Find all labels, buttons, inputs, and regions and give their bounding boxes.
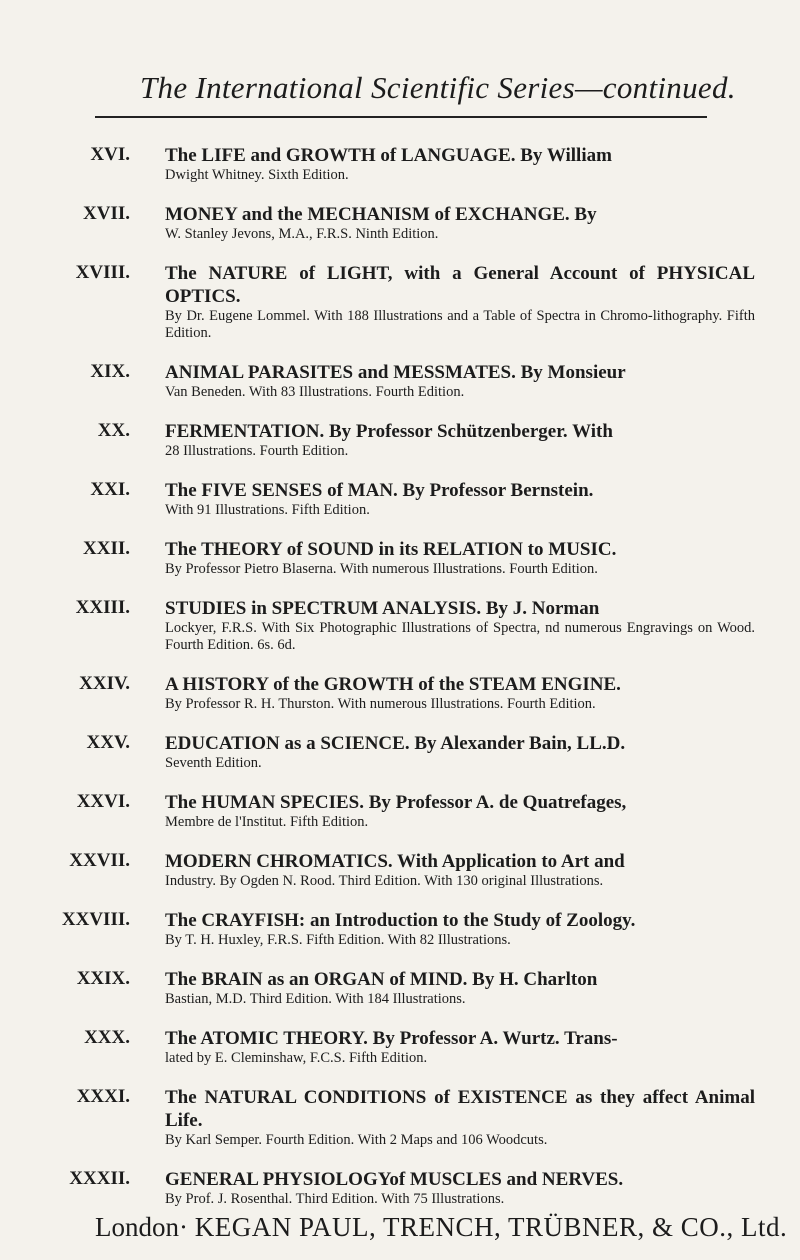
entry-headline: MODERN CHROMATICS. With Application to Art and — [165, 851, 625, 872]
entry-number: XX. — [97, 420, 130, 441]
series-entry-xxviii — [0, 909, 800, 949]
entry-headline: The BRAIN as an ORGAN of MIND. By H. Charlton — [165, 969, 598, 990]
entry-headline: A HISTORY of the GROWTH of the STEAM ENGINE. — [165, 674, 621, 695]
entry-headline: The NATURE of LIGHT, with a General Account of PHYSICAL OPTICS. — [165, 263, 755, 307]
entry-detail: With 91 Illustrations. Fifth Edition. — [165, 502, 370, 518]
entry-number: XVI. — [90, 144, 130, 165]
page-header-title: The International Scientific Series—continued. — [140, 70, 736, 105]
entry-number: XXVII. — [69, 850, 130, 871]
entry-headline: FERMENTATION. By Professor Schützenberger. With — [165, 421, 613, 442]
entry-number: XIX. — [90, 361, 130, 382]
entry-detail: By Dr. Eugene Lommel. With 188 Illustrations and a Table of Spectra in Chromo-lithography. Fifth Edition. — [165, 308, 755, 341]
series-entry-xxxii — [0, 1168, 800, 1208]
entry-headline: The ATOMIC THEORY. By Professor A. Wurtz. Trans- — [165, 1028, 618, 1049]
entry-number: XXX. — [84, 1027, 130, 1048]
series-entry-xvi — [0, 144, 800, 184]
entry-headline: EDUCATION as a SCIENCE. By Alexander Bain, LL.D. — [165, 733, 626, 754]
entry-detail: Bastian, M.D. Third Edition. With 184 Illustrations. — [165, 991, 466, 1007]
entry-headline: MONEY and the MECHANISM of EXCHANGE. By — [165, 204, 597, 225]
entry-headline: GENERAL PHYSIOLOGYof MUSCLES and NERVES. — [165, 1169, 624, 1190]
imprint-publisher: KEGAN PAUL, TRENCH, TRÜBNER, & CO., Ltd. — [194, 1212, 788, 1242]
entry-headline: The CRAYFISH: an Introduction to the Study of Zoology. — [165, 910, 636, 931]
series-entry-xxi — [0, 479, 800, 519]
entry-detail: By Prof. J. Rosenthal. Third Edition. With 75 Illustrations. — [165, 1191, 505, 1207]
series-entry-xix — [0, 361, 800, 401]
header-rule — [95, 116, 707, 118]
publisher-imprint — [95, 1212, 787, 1243]
series-entry-xxx — [0, 1027, 800, 1067]
entry-number: XXIII. — [75, 597, 130, 618]
entry-number: XXII. — [83, 538, 130, 559]
entry-detail: By T. H. Huxley, F.R.S. Fifth Edition. With 82 Illustrations. — [165, 932, 511, 948]
series-entry-xxii — [0, 538, 800, 578]
entry-number: XXXII. — [69, 1168, 130, 1189]
entry-detail: Van Beneden. With 83 Illustrations. Fourth Edition. — [165, 384, 465, 400]
entry-detail: By Karl Semper. Fourth Edition. With 2 Maps and 106 Woodcuts. — [165, 1132, 548, 1148]
series-entry-xxxi — [0, 1086, 800, 1149]
entry-number: XVIII. — [75, 262, 130, 283]
entry-detail: Membre de l'Institut. Fifth Edition. — [165, 814, 369, 830]
entry-headline: The FIVE SENSES of MAN. By Professor Bernstein. — [165, 480, 594, 501]
entry-detail: Seventh Edition. — [165, 755, 262, 771]
series-entry-xxv — [0, 732, 800, 772]
entry-number: XXV. — [86, 732, 130, 753]
series-entry-xxix — [0, 968, 800, 1008]
entry-number: XXIX. — [76, 968, 130, 989]
entry-detail: Lockyer, F.R.S. With Six Photographic Illustrations of Spectra, nd numerous Engravings on Wood. Fourth Edition. 6s. 6d. — [165, 620, 755, 653]
entry-detail: Dwight Whitney. Sixth Edition. — [165, 167, 349, 183]
series-entry-xxvii — [0, 850, 800, 890]
series-entry-xxvi — [0, 791, 800, 831]
entry-number: XXVIII. — [61, 909, 130, 930]
series-list — [0, 144, 800, 1227]
entry-detail: lated by E. Cleminshaw, F.C.S. Fifth Edition. — [165, 1050, 428, 1066]
entry-number: XVII. — [83, 203, 130, 224]
entry-number: XXIV. — [79, 673, 130, 694]
entry-headline: The LIFE and GROWTH of LANGUAGE. By William — [165, 145, 612, 166]
entry-number: XXI. — [90, 479, 130, 500]
entry-headline: STUDIES in SPECTRUM ANALYSIS. By J. Norman — [165, 598, 600, 619]
series-entry-xxiii — [0, 597, 800, 654]
series-entry-xxiv — [0, 673, 800, 713]
entry-detail: Industry. By Ogden N. Rood. Third Edition. With 130 original Illustrations. — [165, 873, 604, 889]
entry-headline: The THEORY of SOUND in its RELATION to MUSIC. — [165, 539, 617, 560]
entry-detail: By Professor R. H. Thurston. With numerous Illustrations. Fourth Edition. — [165, 696, 596, 712]
entry-detail: 28 Illustrations. Fourth Edition. — [165, 443, 349, 459]
series-entry-xx — [0, 420, 800, 460]
entry-number: XXXI. — [76, 1086, 130, 1107]
entry-headline: The NATURAL CONDITIONS of EXISTENCE as they affect Animal Life. — [165, 1087, 755, 1131]
entry-headline: The HUMAN SPECIES. By Professor A. de Quatrefages, — [165, 792, 627, 813]
series-entry-xvii — [0, 203, 800, 243]
entry-headline: ANIMAL PARASITES and MESSMATES. By Monsieur — [165, 362, 626, 383]
imprint-city: London· — [95, 1212, 188, 1242]
entry-detail: W. Stanley Jevons, M.A., F.R.S. Ninth Edition. — [165, 226, 439, 242]
series-entry-xviii — [0, 262, 800, 342]
entry-detail: By Professor Pietro Blaserna. With numerous Illustrations. Fourth Edition. — [165, 561, 598, 577]
entry-number: XXVI. — [76, 791, 130, 812]
